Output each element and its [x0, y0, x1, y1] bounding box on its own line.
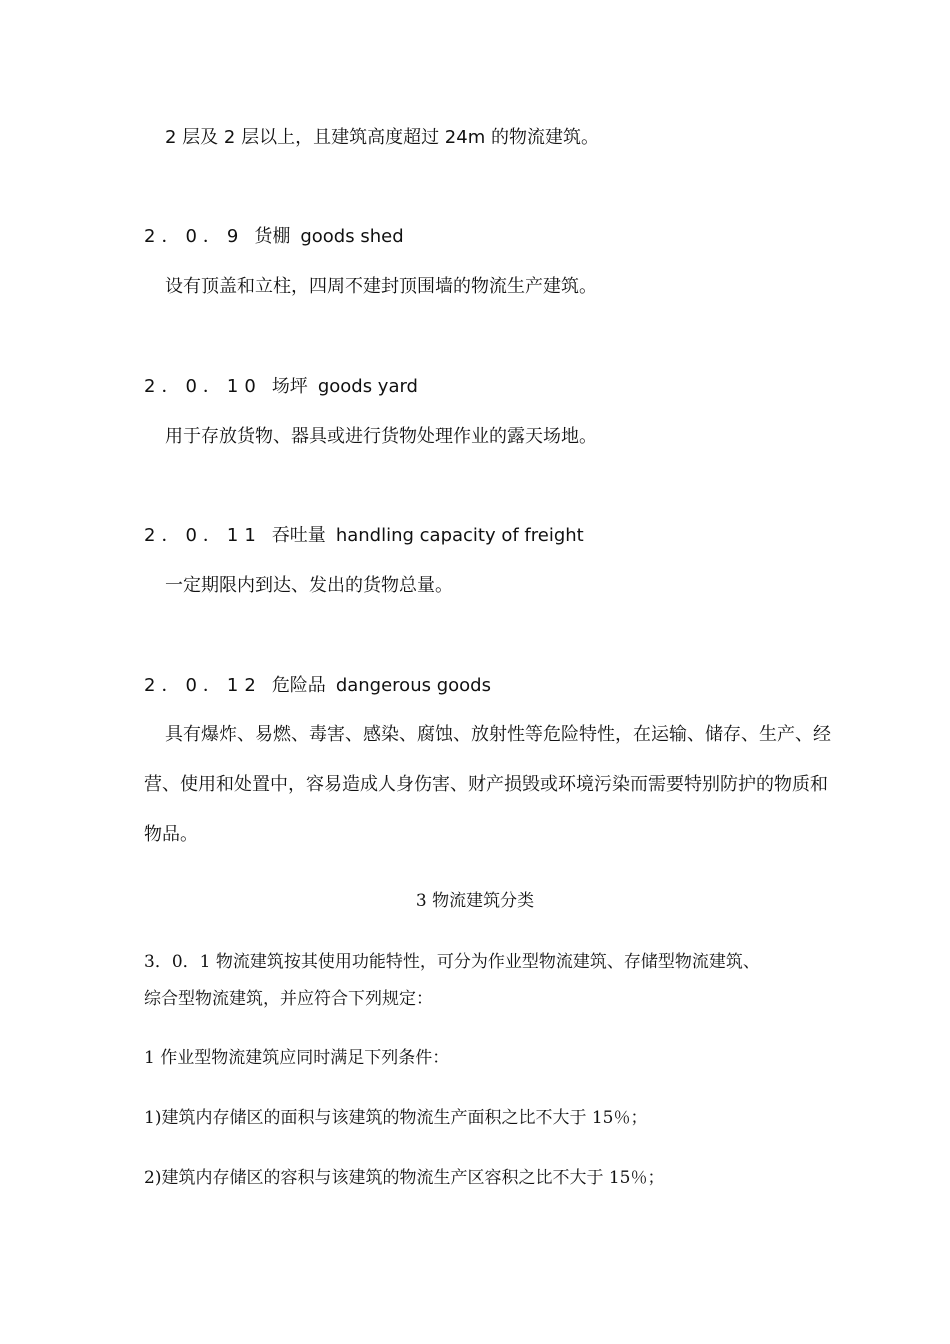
term-number: 2．0．10 — [144, 376, 262, 397]
term-chinese: 吞吐量 — [271, 525, 326, 546]
term-english: handling capacity of freight — [335, 525, 584, 546]
term-2-0-12-definition-line-3: 物品。 — [144, 824, 198, 845]
term-2-0-11-heading — [144, 524, 584, 548]
term-2-0-9-heading — [144, 225, 404, 249]
term-number: 2．0．11 — [144, 525, 262, 546]
clause-3-0-1-line-2: 综合型物流建筑，并应符合下列规定： — [144, 989, 433, 1009]
term-chinese: 危险品 — [271, 675, 326, 696]
section-3-title: 3 物流建筑分类 — [415, 891, 535, 911]
term-english: goods yard — [317, 376, 418, 397]
term-2-0-8-definition-tail: 2 层及 2 层以上，且建筑高度超过 24m 的物流建筑。 — [165, 127, 599, 148]
clause-item-1-sub-2: 2)建筑内存储区的容积与该建筑的物流生产区容积之比不大于 15％； — [144, 1168, 665, 1188]
term-english: goods shed — [300, 226, 404, 247]
term-number: 2．0．9 — [144, 226, 245, 247]
term-2-0-11-definition: 一定期限内到达、发出的货物总量。 — [165, 575, 453, 596]
clause-item-1-sub-1: 1)建筑内存储区的面积与该建筑的物流生产面积之比不大于 15％； — [144, 1108, 648, 1128]
clause-item-1: 1 作业型物流建筑应同时满足下列条件： — [144, 1048, 450, 1068]
term-2-0-12-heading — [144, 674, 491, 698]
term-2-0-12-definition-line-2: 营、使用和处置中，容易造成人身伤害、财产损毁或环境污染而需要特别防护的物质和 — [144, 774, 828, 795]
term-english: dangerous goods — [335, 675, 491, 696]
term-chinese: 场坪 — [271, 376, 308, 397]
clause-3-0-1-line-1: 3．0．1 物流建筑按其使用功能特性，可分为作业型物流建筑、存储型物流建筑、 — [144, 952, 760, 972]
term-2-0-10-heading — [144, 375, 418, 399]
term-number: 2．0．12 — [144, 675, 262, 696]
term-chinese: 货棚 — [254, 226, 291, 247]
term-2-0-10-definition: 用于存放货物、器具或进行货物处理作业的露天场地。 — [165, 426, 597, 447]
term-2-0-9-definition: 设有顶盖和立柱，四周不建封顶围墙的物流生产建筑。 — [165, 276, 597, 297]
term-2-0-12-definition-line-1: 具有爆炸、易燃、毒害、感染、腐蚀、放射性等危险特性，在运输、储存、生产、经 — [165, 724, 831, 745]
